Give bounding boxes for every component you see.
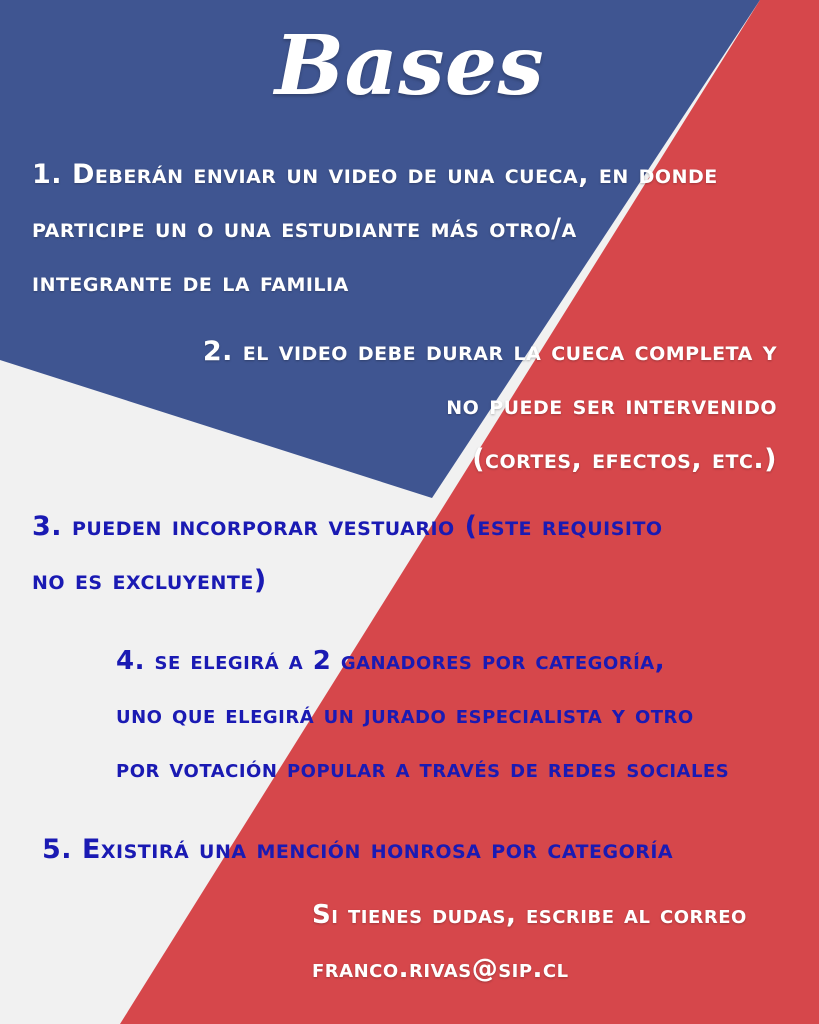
contact-prompt: Si tienes dudas, escribe al correo <box>312 900 747 930</box>
contact-email[interactable]: franco.rivas@sip.cl <box>312 954 569 984</box>
base-2-line-3: (cortes, efectos, etc.) <box>472 444 777 475</box>
base-item-2 <box>203 325 777 487</box>
contact-info <box>312 888 747 996</box>
base-4-line-1: 4. se elegirá a 2 ganadores por categoría, <box>116 646 666 676</box>
base-item-1 <box>32 148 718 310</box>
base-2-line-2: no puede ser intervenido <box>446 390 777 421</box>
base-item-5 <box>42 823 673 877</box>
base-1-line-3: integrante de la familia <box>32 267 349 298</box>
base-2-line-1: 2. el video debe durar la cueca completa y <box>202 336 777 367</box>
base-3-line-2: no es excluyente) <box>32 565 267 596</box>
base-item-4 <box>116 634 729 796</box>
base-1-line-2: participe un o una estudiante más otro/a <box>32 213 577 244</box>
base-item-3 <box>32 500 663 608</box>
base-4-line-3: por votación popular a través de redes sociales <box>116 754 730 784</box>
base-4-line-2: uno que elegirá un jurado especialista y otro <box>116 700 694 730</box>
base-1-line-1: 1. Deberán enviar un video de una cueca, en donde <box>32 159 718 190</box>
base-5-line-1: 5. Existirá una mención honrosa por categoría <box>42 834 674 865</box>
page-title: Bases <box>274 18 545 114</box>
base-3-line-1: 3. pueden incorporar vestuario (este requisito <box>32 511 663 542</box>
